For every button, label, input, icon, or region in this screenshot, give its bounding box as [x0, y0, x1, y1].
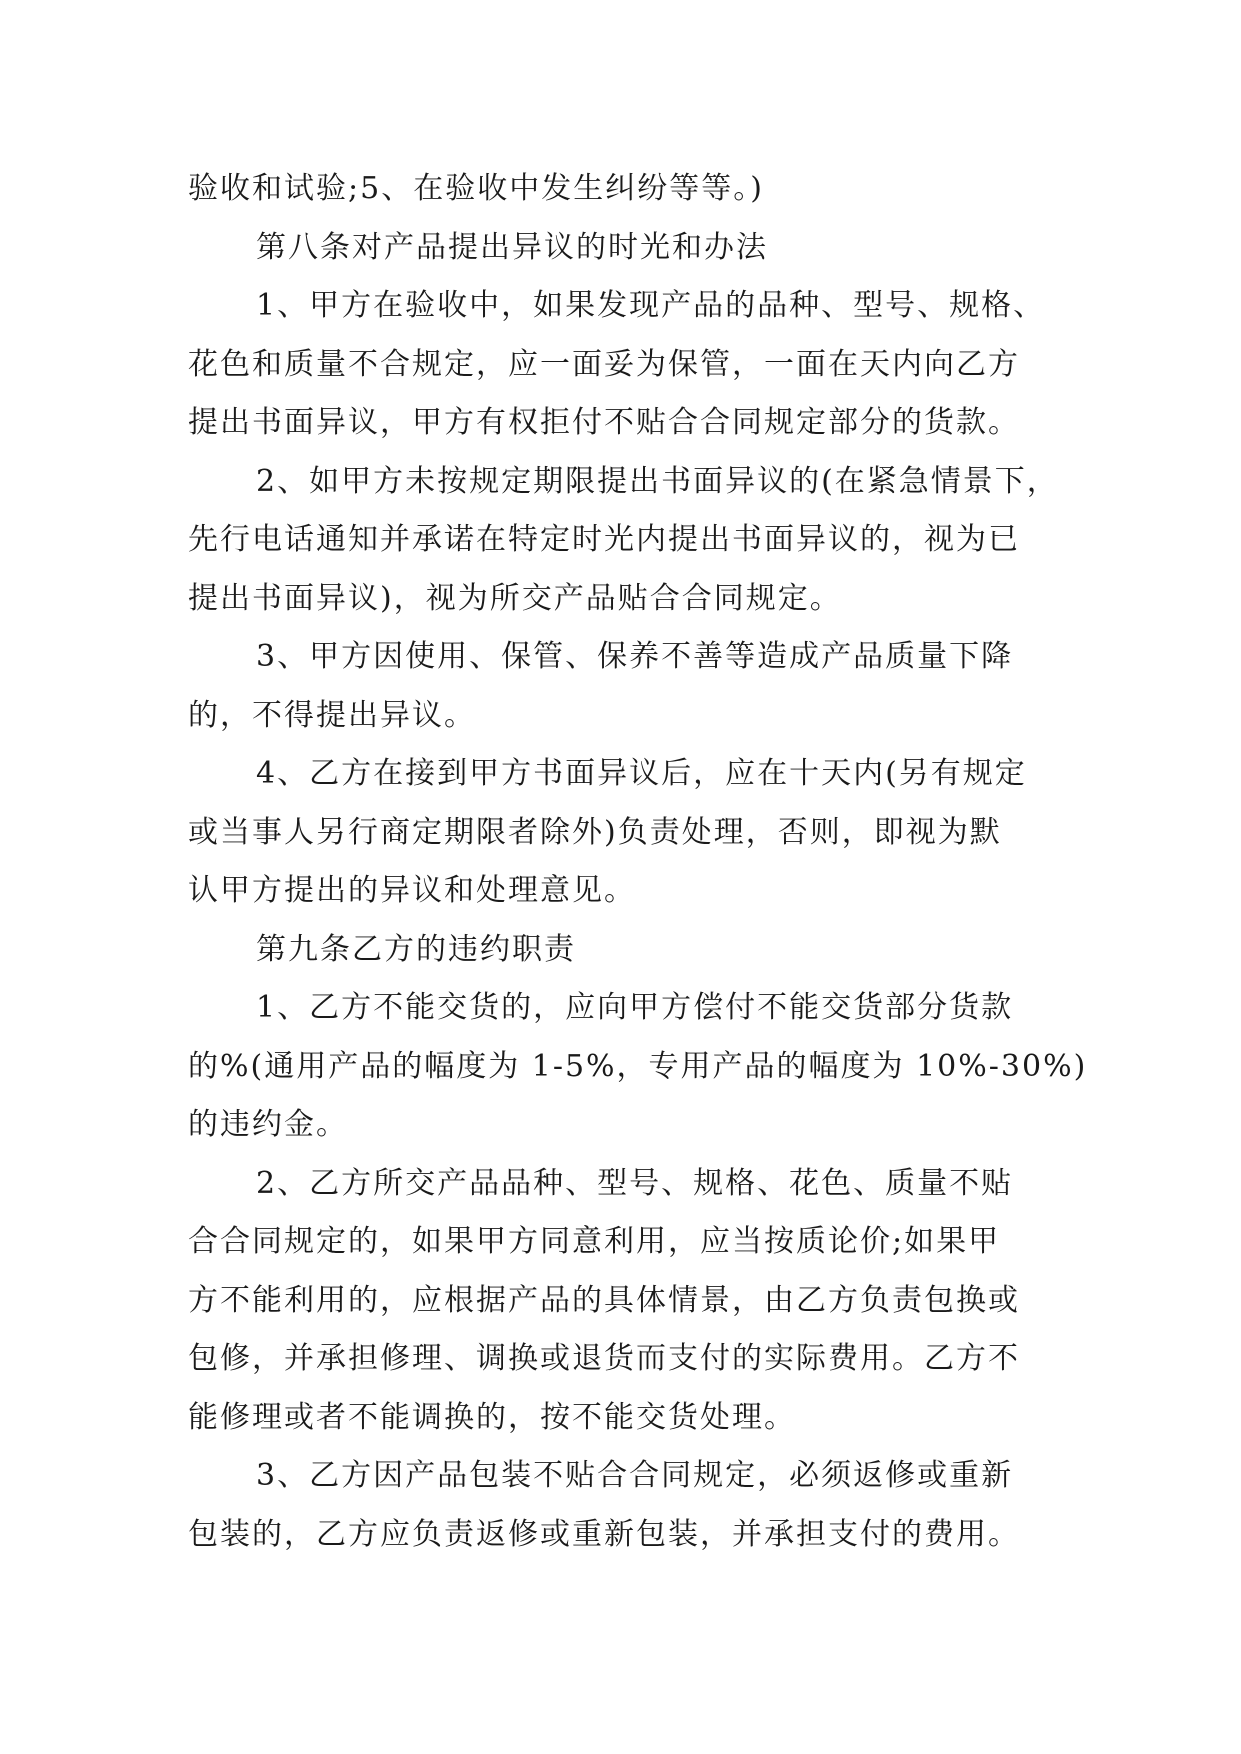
text-line: 的违约金。 — [188, 1107, 348, 1142]
article-heading: 第九条乙方的违约职责 — [256, 931, 576, 967]
article-heading: 第八条对产品提出异议的时光和办法 — [256, 229, 768, 265]
text-line: 先行电话通知并承诺在特定时光内提出书面异议的，视为已 — [188, 522, 1020, 557]
text-line: 2、乙方所交产品品种、型号、规格、花色、质量不贴 — [256, 1165, 1014, 1201]
text-line: 合合同规定的，如果甲方同意利用，应当按质论价;如果甲 — [188, 1224, 1001, 1259]
text-line: 2、如甲方未按规定期限提出书面异议的(在紧急情景下， — [256, 463, 1059, 499]
text-line: 3、乙方因产品包装不贴合合同规定，必须返修或重新 — [256, 1458, 1014, 1493]
text-line: 的，不得提出异议。 — [188, 697, 476, 733]
text-line: 1、甲方在验收中，如果发现产品的品种、型号、规格、 — [256, 288, 1046, 323]
text-line: 1、乙方不能交货的，应向甲方偿付不能交货部分货款 — [256, 990, 1014, 1025]
text-line: 包修，并承担修理、调换或退货而支付的实际费用。乙方不 — [188, 1341, 1020, 1376]
document-body — [188, 160, 1088, 1564]
text-line: 认甲方提出的异议和处理意见。 — [188, 873, 636, 908]
text-line: 花色和质量不合规定，应一面妥为保管，一面在天内向乙方 — [188, 346, 1020, 382]
text-line: 的%(通用产品的幅度为 1-5%，专用产品的幅度为 10%-30%) — [188, 1048, 1088, 1084]
text-line: 提出书面异议，甲方有权拒付不贴合合同规定部分的货款。 — [188, 405, 1020, 440]
text-line: 能修理或者不能调换的，按不能交货处理。 — [188, 1399, 796, 1435]
text-line: 提出书面异议)，视为所交产品贴合合同规定。 — [188, 580, 842, 616]
text-line: 方不能利用的，应根据产品的具体情景，由乙方负责包换或 — [188, 1282, 1020, 1318]
text-line: 包装的，乙方应负责返修或重新包装，并承担支付的费用。 — [188, 1516, 1020, 1552]
text-line: 4、乙方在接到甲方书面异议后，应在十天内(另有规定 — [256, 756, 1027, 791]
text-line: 验收和试验;5、在验收中发生纠纷等等。) — [188, 171, 764, 206]
text-line: 或当事人另行商定期限者除外)负责处理，否则，即视为默 — [188, 814, 1002, 850]
text-line: 3、甲方因使用、保管、保养不善等造成产品质量下降 — [256, 639, 1014, 674]
